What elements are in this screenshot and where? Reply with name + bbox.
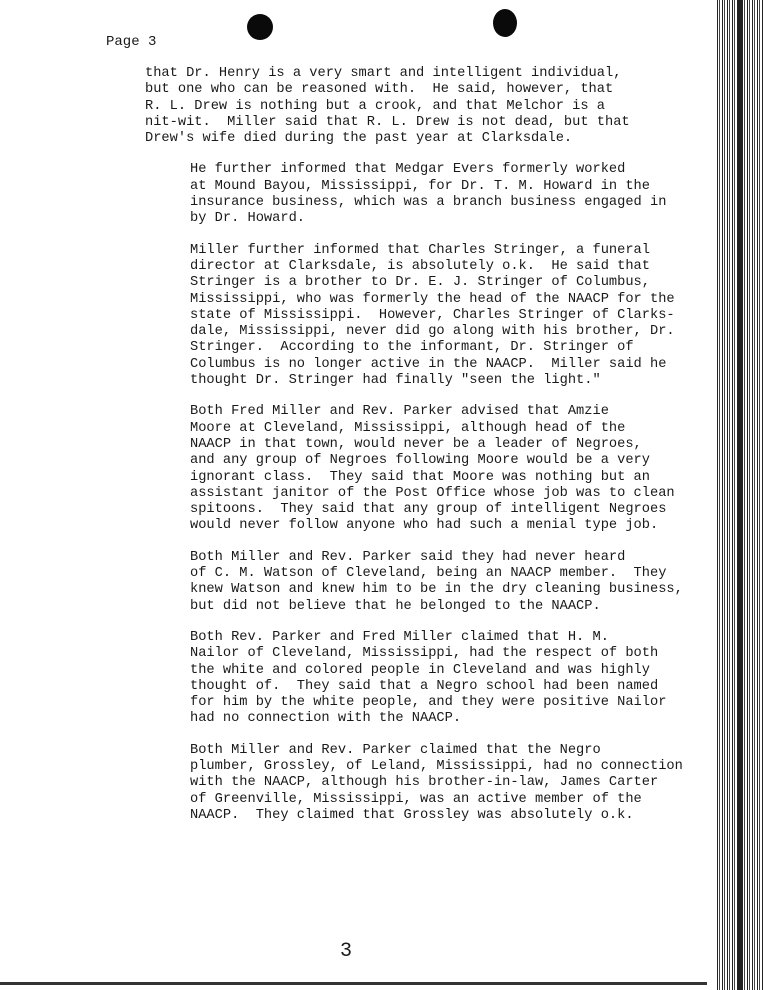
paragraph-4: Both Fred Miller and Rev. Parker advised that Amzie Moore at Cleveland, Mississippi, although head of the NAACP in that town, would never be a leader of Negroes, and any group of Negroes following Moore would be a very ignorant class. They said that Moore was nothing but an assistant janitor of the Post Office whose job was to clean spitoons. They said that any group of intelligent Negroes would never follow anyone who had such a menial type job. [190, 404, 675, 534]
body-text [145, 66, 700, 839]
page-number: 3 [340, 940, 353, 963]
paragraph-7: Both Miller and Rev. Parker claimed that the Negro plumber, Grossley, of Leland, Mississippi, had no connection with the NAACP, although his brother-in-law, James Carter of Greenville, Mississippi, was an active member of the NAACP. They claimed that Grossley was absolutely o.k. [190, 742, 683, 823]
scan-bottom-edge [0, 982, 707, 985]
paragraph-5: Both Miller and Rev. Parker said they had never heard of C. M. Watson of Cleveland, being an NAACP member. They knew Watson and knew him to be in the dry cleaning business, but did not believe that he belonged to the NAACP. [190, 549, 683, 614]
punch-hole-left [247, 14, 273, 40]
paragraph-6: Both Rev. Parker and Fred Miller claimed that H. M. Nailor of Cleveland, Mississippi, had the respect of both the white and colored people in Cleveland and was highly thought of. They said that a Negro school had been named for him by the white people, and they were positive Nailor had no connection with the NAACP. [190, 629, 667, 727]
paragraph-1: that Dr. Henry is a very smart and intelligent individual, but one who can be reasoned with. He said, however, that R. L. Drew is nothing but a crook, and that Melchor is a nit-wit. Miller said that R. L. Drew is not dead, but that Drew's wife died during the past year at Clarksdale. [145, 66, 630, 147]
punch-hole-right [493, 9, 517, 37]
paragraph-2: He further informed that Medgar Evers formerly worked at Mound Bayou, Mississippi, for Dr. T. M. Howard in the insurance business, which was a branch business engaged in by Dr. Howard. [190, 162, 667, 227]
page-label: Page 3 [106, 34, 157, 50]
paragraph-3: Miller further informed that Charles Stringer, a funeral director at Clarksdale, is absolutely o.k. He said that Stringer is a brother to Dr. E. J. Stringer of Columbus, Mississippi, who was formerly the head of the NAACP for the state of Mississippi. However, Charles Stringer of Clarks- dale, Mississippi, never did go along with his brother, Dr. Stringer. According to the informant, Dr. Stringer of Columbus is no longer active in the NAACP. Miller said he thought Dr. Stringer had finally "seen the light." [190, 242, 675, 389]
scan-binding-edge [707, 0, 763, 990]
